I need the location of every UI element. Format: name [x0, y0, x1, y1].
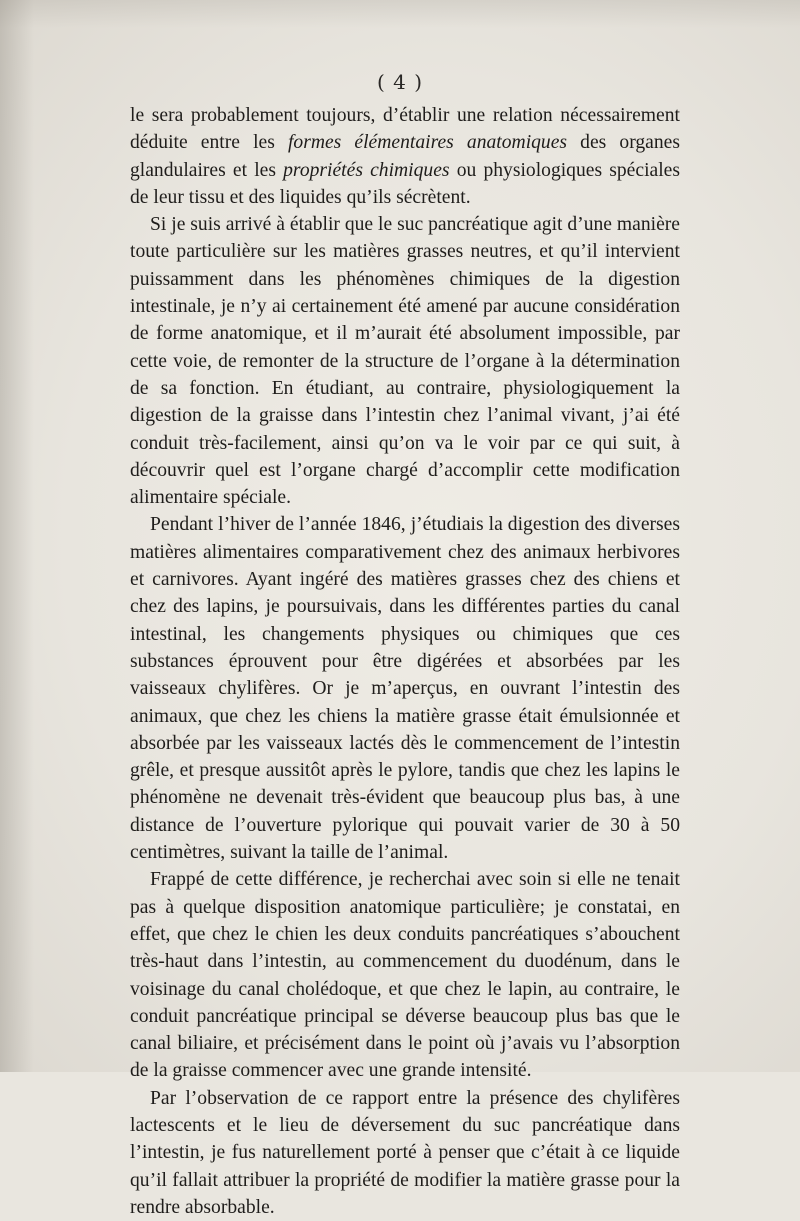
paragraph-4: Frappé de cette différence, je recherchai avec soin si elle ne tenait pas à quelque disposition anatomique particulière; je constatai, en effet, que chez le chien les deux conduits pancréatiques s’abouchent très-haut dans l’intestin, au commencement du duodénum, dans le voisinage du canal cholédoque, et que chez le lapin, au contraire, le conduit pancréatique principal se déverse beaucoup plus bas que le canal biliaire, et précisément dans le point où j’avais vu l’absorption de la graisse commencer avec une grande intensité. — [130, 869, 680, 1082]
paragraph-2: Si je suis arrivé à établir que le suc pancréatique agit d’une manière toute particulière sur les matières grasses neutres, et qu’il intervient puissamment dans les phénomènes chimiques de la digestion intestinale, je n’y ai certainement été amené par aucune considération de forme anatomique, et il m’aurait été absolument impossible, par cette voie, de remonter de la structure de l’organe à la détermination de sa fonction. En étudiant, au contraire, physiologiquement la digestion de la graisse dans l’intestin chez l’animal vivant, j’ai été conduit très-facilement, ainsi qu’on va le voir par ce qui suit, à découvrir quel est l’organe chargé d’accomplir cette modification alimentaire spéciale. — [130, 214, 680, 509]
paragraph-1-text-a: le sera probablement toujours, d’établir une relation nécessairement déduite entre les — [130, 105, 680, 154]
paragraph-1-emphasis-forms: formes élémentaires anatomiques — [287, 132, 568, 154]
paragraph-1-emphasis-properties: propriétés chimiques — [283, 159, 450, 181]
paragraph-1-text-b: des organes glandulaires et les — [130, 132, 680, 181]
paragraph-1 — [130, 102, 680, 211]
page-gutter-shadow — [0, 0, 34, 1072]
body-text — [130, 102, 680, 1221]
paragraph-5: Par l’observation de ce rapport entre la présence des chylifères lactescents et le lieu de déversement du suc pancréatique dans l’intestin, je fus naturellement porté à penser que c’était à ce liquide qu’il fallait attribuer la propriété de modifier la matière grasse pour la rendre absorbable. — [130, 1087, 680, 1218]
page-top-shadow — [0, 0, 800, 28]
paragraph-3: Pendant l’hiver de l’année 1846, j’étudiais la digestion des diverses matières alimentaires comparativement chez des animaux herbivores et carnivores. Ayant ingéré des matières grasses chez des chiens et chez des lapins, je poursuivais, dans les différentes parties du canal intestinal, les changements physiques ou chimiques que ces substances éprouvent pour être digérées et absorbées par les vaisseaux chylifères. Or je m’aperçus, en ouvrant l’intestin des animaux, que chez les chiens la matière grasse était émulsionnée et absorbée par les vaisseaux lactés dès le commencement de l’intestin grêle, et presque aussitôt après le pylore, tandis que chez les lapins le phénomène ne devenait très-évident que beaucoup plus bas, à une distance de l’ouverture pylorique qui pouvait varier de 30 à 50 centimètres, suivant la taille de l’animal. — [130, 514, 680, 864]
paragraph-1-text-c: ou physiologiques spéciales de leur tissu et des liquides qu’ils sécrètent. — [130, 159, 680, 208]
page-number: ( 4 ) — [376, 70, 424, 94]
